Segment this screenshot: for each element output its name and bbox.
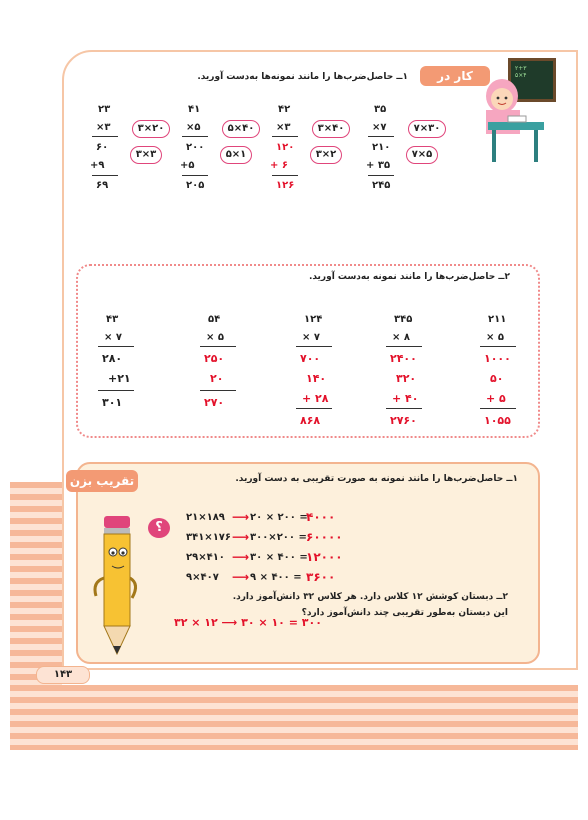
- estimate-rounded: ۳۰ × ۴۰۰ =: [250, 552, 308, 563]
- problem-top: ۲۱۱: [488, 314, 507, 325]
- problem-rule: [480, 408, 516, 409]
- problem-top: ۴۱: [188, 104, 201, 115]
- stripe-band-bottom: [10, 685, 578, 750]
- arrow-icon: ⟶: [232, 510, 250, 524]
- problem-multiplier: × ۸: [392, 332, 410, 343]
- problem-top: ۱۲۴: [304, 314, 323, 325]
- problem-partial-2: ۵۰: [490, 372, 504, 385]
- problem-multiplier: ×۳: [276, 122, 291, 133]
- section-tab-estimate: تقریب بزن: [66, 470, 138, 492]
- problem-partial-1: ۶۰: [96, 142, 109, 153]
- arrow-icon: ⟶: [232, 530, 250, 544]
- problem-result: ۲۰۵: [186, 180, 205, 191]
- problem-result: ۲۷۶۰: [390, 414, 417, 427]
- problem-top: ۵۴: [208, 314, 221, 325]
- problem-rule: [182, 136, 208, 137]
- estimate-answer: ۶۰۰۰۰: [306, 530, 343, 544]
- problem-top: ۳۵: [374, 104, 387, 115]
- problem-result: ۲۴۵: [372, 180, 391, 191]
- problem-partial-2: + ۶: [270, 160, 288, 171]
- problem-result: ۶۹: [96, 180, 109, 191]
- problem-top: ۴۲: [278, 104, 291, 115]
- estimate-expression: ۹×۴۰۷: [186, 572, 219, 583]
- estimate-rounded: ۳۰۰×۲۰۰ =: [250, 532, 307, 543]
- section-tab-classwork: کار در کلاس: [420, 66, 490, 86]
- hint-bubble: ۳×۳: [130, 146, 162, 164]
- problem-partial-1: ۲۸۰: [102, 352, 123, 365]
- problem-partial-2: +۹: [90, 160, 105, 171]
- problem-rule: [272, 175, 298, 176]
- problem-rule: [296, 346, 332, 347]
- problem-multiplier: ×۵: [186, 122, 201, 133]
- problem-rule: [200, 390, 236, 391]
- problem-partial-3: + ۴۰: [392, 392, 419, 405]
- problem-rule: [480, 346, 516, 347]
- problem-top: ۳۴۵: [394, 314, 413, 325]
- section3-instruction1: ۱ــ حاصل‌ضرب‌ها را مانند نمونه به صورت تقریبی به دست آورید.: [235, 474, 518, 484]
- problem-rule: [200, 346, 236, 347]
- problem-top: ۲۳: [98, 104, 111, 115]
- problem-result: ۳۰۱: [102, 396, 123, 409]
- section3-instruction2-line1: ۲ــ دبستان کوشش ۱۲ کلاس دارد. هر کلاس ۳۲ دانش‌آموز دارد.: [232, 592, 508, 602]
- section2-dotted-box: [76, 264, 540, 438]
- problem-partial-1: ۱۰۰۰: [484, 352, 511, 365]
- problem-partial-2: ۱۴۰: [306, 372, 327, 385]
- hint-bubble: ۳×۲۰: [132, 120, 170, 138]
- problem-multiplier: × ۵: [206, 332, 224, 343]
- problem-partial-1: ۲۵۰: [204, 352, 225, 365]
- problem-rule: [386, 408, 422, 409]
- problem-multiplier: ×۳: [96, 122, 111, 133]
- hint-bubble: ۵×۴۰: [222, 120, 260, 138]
- section1-instruction: ۱ــ حاصل‌ضرب‌ها را مانند نمونه‌ها به‌دست آورید.: [197, 72, 408, 82]
- problem-partial-1: ۲۱۰: [372, 142, 391, 153]
- problem-partial-1: ۲۰۰: [186, 142, 205, 153]
- problem-multiplier: ×۷: [372, 122, 387, 133]
- problem-result: ۸۶۸: [300, 414, 321, 427]
- problem-partial-2: +۲۱: [108, 372, 131, 385]
- problem-rule: [296, 408, 332, 409]
- hint-bubble: ۷×۵: [406, 146, 438, 164]
- student-illustration: [478, 72, 550, 168]
- problem-rule: [92, 136, 118, 137]
- problem-partial-1: ۲۴۰۰: [390, 352, 417, 365]
- estimate-rounded: ۹ × ۴۰۰ =: [250, 572, 302, 583]
- problem-partial-2: ۳۲۰: [396, 372, 417, 385]
- pencil-character-illustration: [86, 508, 146, 658]
- problem-rule: [98, 346, 134, 347]
- problem-rule: [368, 136, 394, 137]
- problem-partial-3: + ۲۸: [302, 392, 329, 405]
- section2-instruction: ۲ــ حاصل‌ضرب‌ها را مانند نمونه به‌دست آورید.: [308, 272, 510, 282]
- problem-rule: [98, 390, 134, 391]
- problem-rule: [368, 175, 394, 176]
- problem-partial-3: + ۵: [486, 392, 506, 405]
- estimate-answer: ۴۰۰۰: [306, 510, 336, 524]
- problem-rule: [386, 346, 422, 347]
- problem-partial-1: ۱۲۰: [276, 142, 295, 153]
- estimate-expression: ۳۴۱×۱۷۶: [186, 532, 231, 543]
- hint-bubble: ۵×۱: [220, 146, 252, 164]
- problem-partial-2: +۵: [180, 160, 195, 171]
- arrow-icon: ⟶: [232, 550, 250, 564]
- problem-partial-2: + ۳۵: [366, 160, 391, 171]
- estimate-expression: ۲۹×۴۱۰: [186, 552, 225, 563]
- problem-top: ۴۳: [106, 314, 119, 325]
- estimate-expression: ۲۱×۱۸۹: [186, 512, 225, 523]
- estimate-rounded: ۲۰ × ۲۰۰ =: [250, 512, 308, 523]
- problem-result: ۱۲۶: [276, 180, 295, 191]
- problem-result: ۲۷۰: [204, 396, 225, 409]
- estimate-answer: ۱۲۰۰۰: [306, 550, 343, 564]
- problem-rule: [272, 136, 298, 137]
- section3-answer2: ۳۲ × ۱۲ ⟶ ۳۰ × ۱۰ = ۳۰۰: [174, 616, 322, 629]
- problem-partial-1: ۷۰۰: [300, 352, 321, 365]
- hint-bubble: ۷×۳۰: [408, 120, 446, 138]
- problem-rule: [182, 175, 208, 176]
- problem-multiplier: × ۵: [486, 332, 504, 343]
- problem-partial-2: ۲۰: [210, 372, 224, 385]
- problem-result: ۱۰۵۵: [484, 414, 511, 427]
- problem-multiplier: × ۷: [302, 332, 320, 343]
- arrow-icon: ⟶: [232, 570, 250, 584]
- blackboard-illustration: ۲+۳ ۵×۴: [508, 58, 556, 102]
- estimate-answer: ۳۶۰۰: [306, 570, 336, 584]
- problem-multiplier: × ۷: [104, 332, 122, 343]
- section3-instruction2-line2: این دبستان به‌طور تقریبی چند دانش‌آموز دارد؟: [301, 608, 508, 618]
- question-bubble: ؟: [148, 518, 170, 538]
- hint-bubble: ۳×۲: [310, 146, 342, 164]
- problem-rule: [92, 175, 118, 176]
- page-number: ۱۴۳: [36, 666, 90, 684]
- hint-bubble: ۳×۴۰: [312, 120, 350, 138]
